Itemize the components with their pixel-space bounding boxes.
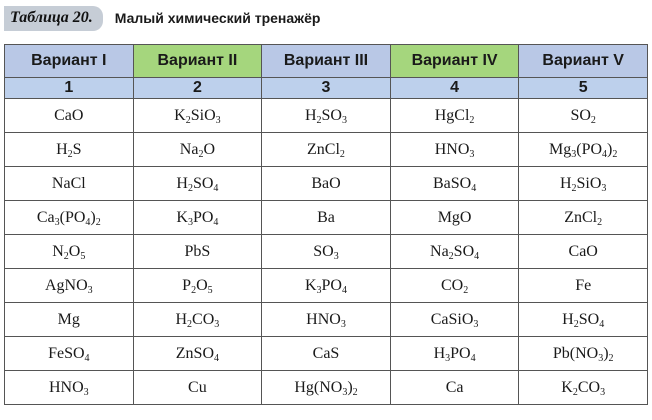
variant-number: 4 [390, 78, 519, 99]
table-row [5, 167, 648, 201]
chemistry-table [4, 44, 648, 405]
formula-cell: $K_2SiO_3$ [133, 99, 262, 133]
formula-cell: CaSiO$_3$ [390, 303, 519, 337]
variant-header: Вариант V [519, 45, 648, 78]
formula-cell: Cu [133, 371, 262, 405]
formula-cell: CaS [262, 337, 391, 371]
table-row [5, 269, 648, 303]
variant-header: Вариант III [262, 45, 391, 78]
formula-cell: NaCl [5, 167, 134, 201]
formula-cell: Fe [519, 269, 648, 303]
formula-cell: $Ca_3(PO_4)_2$ [5, 201, 134, 235]
formula-cell: BaSO$_4$ [390, 167, 519, 201]
table-row [5, 99, 648, 133]
formula-cell: FeSO$_4$ [5, 337, 134, 371]
formula-cell: $H_2S$ [5, 133, 134, 167]
variant-number: 3 [262, 78, 391, 99]
variant-number-row [5, 78, 648, 99]
formula-cell: $H_2SiO_3$ [519, 167, 648, 201]
variant-header: Вариант II [133, 45, 262, 78]
formula-cell: $SO_3$ [262, 235, 391, 269]
formula-cell: $HNO_3$ [390, 133, 519, 167]
variant-header: Вариант IV [390, 45, 519, 78]
formula-cell: $K_3PO_4$ [133, 201, 262, 235]
formula-cell: $H_2SO_4$ [133, 167, 262, 201]
formula-cell: ZnCl$_2$ [262, 133, 391, 167]
formula-cell: ZnSO$_4$ [133, 337, 262, 371]
formula-cell: $P_2O_5$ [133, 269, 262, 303]
formula-cell: AgNO$_3$ [5, 269, 134, 303]
formula-cell: CaO [519, 235, 648, 269]
table-row [5, 201, 648, 235]
formula-cell: $Pb(NO_3)_2$ [519, 337, 648, 371]
formula-cell: HgCl$_2$ [390, 99, 519, 133]
formula-cell: $SO_2$ [519, 99, 648, 133]
formula-cell: $Na_2SO_4$ [390, 235, 519, 269]
formula-cell: $H_2SO_4$ [519, 303, 648, 337]
variant-header: Вариант I [5, 45, 134, 78]
formula-cell: ZnCl$_2$ [519, 201, 648, 235]
formula-cell: $HNO_3$ [262, 303, 391, 337]
formula-cell: $HNO_3$ [5, 371, 134, 405]
formula-cell: Ba [262, 201, 391, 235]
table-row [5, 235, 648, 269]
table-number: Таблица 20. [4, 6, 103, 31]
formula-cell: $K_2CO_3$ [519, 371, 648, 405]
table-row [5, 133, 648, 167]
formula-cell: BaO [262, 167, 391, 201]
formula-cell: $CO_2$ [390, 269, 519, 303]
variant-number: 1 [5, 78, 134, 99]
formula-cell: Ca [390, 371, 519, 405]
formula-cell: $Mg_3(PO_4)_2$ [519, 133, 648, 167]
formula-cell: $H_2CO_3$ [133, 303, 262, 337]
formula-cell: $Na_2O$ [133, 133, 262, 167]
formula-cell: $Hg(NO_3)_2$ [262, 371, 391, 405]
table-row [5, 337, 648, 371]
formula-cell: $K_3PO_4$ [262, 269, 391, 303]
variant-number: 2 [133, 78, 262, 99]
formula-cell: $N_2O_5$ [5, 235, 134, 269]
table-title: Малый химический тренажёр [114, 10, 321, 26]
table-row [5, 371, 648, 405]
formula-cell: $H_3PO_4$ [390, 337, 519, 371]
formula-cell: CaO [5, 99, 134, 133]
formula-cell: Mg [5, 303, 134, 337]
variant-number: 5 [519, 78, 648, 99]
table-row [5, 303, 648, 337]
table-caption [4, 4, 320, 32]
formula-cell: MgO [390, 201, 519, 235]
variant-header-row [5, 45, 648, 78]
formula-cell: PbS [133, 235, 262, 269]
formula-rows [5, 99, 648, 405]
formula-cell: $H_2SO_3$ [262, 99, 391, 133]
